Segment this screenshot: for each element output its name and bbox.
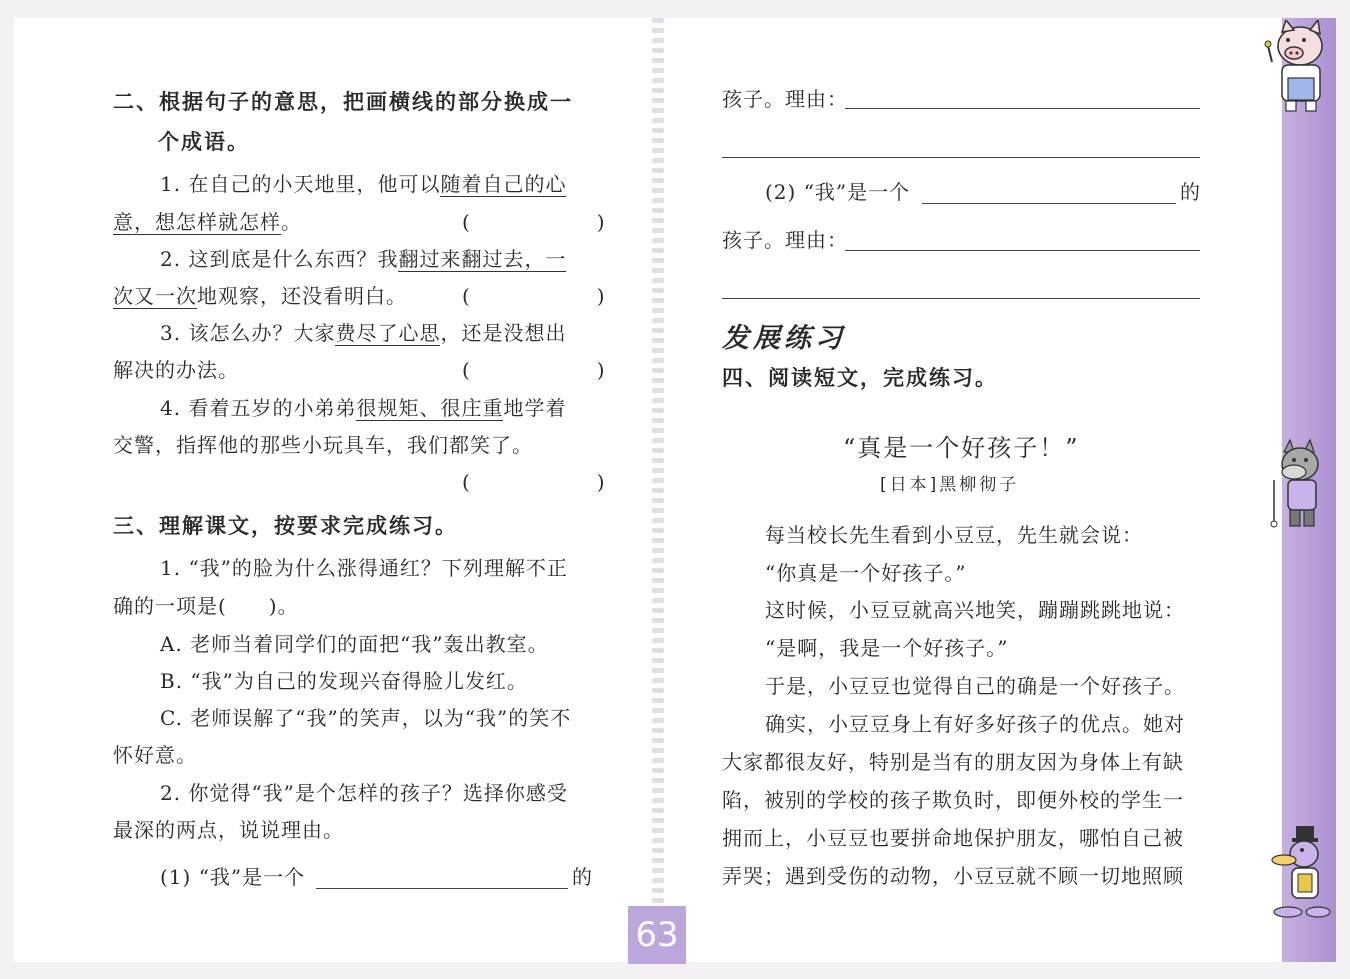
story-paragraph-6-line5: 弄哭；遇到受伤的动物，小豆豆就不顾一切地照顾 xyxy=(722,864,1184,888)
q2-title-line1: 二、根据句子的意思，把画横线的部分换成一 xyxy=(113,89,573,114)
q2-item2-line1: 2. 这到底是什么东西？我翻过来翻过去，一 xyxy=(160,247,567,271)
page-number-badge xyxy=(628,906,686,964)
reason2-answer-line-1[interactable] xyxy=(845,250,1200,251)
q2-title-line2: 个成语。 xyxy=(158,129,250,154)
blank2-prefix: (2) “我”是一个 xyxy=(765,180,911,204)
q3-option-c-line1[interactable]: C. 老师误解了“我”的笑声，以为“我”的笑不 xyxy=(160,706,572,730)
q2-item2-line2: 次又一次地观察，还没看明白。 xyxy=(113,284,407,308)
section-title: 发展练习 xyxy=(722,323,846,354)
story-paragraph-6-line4: 拥而上，小豆豆也要拼命地保护朋友，哪怕自己被 xyxy=(722,826,1184,850)
q2-item3-line2: 解决的办法。 xyxy=(113,358,239,382)
q2-item1-answer-box[interactable]: ( ) xyxy=(462,210,606,234)
story-author: [日本]黑柳彻子 xyxy=(880,475,1020,495)
q4-title: 四、阅读短文，完成练习。 xyxy=(722,365,998,390)
q3-option-b[interactable]: B. “我”为自己的发现兴奋得脸儿发红。 xyxy=(160,669,528,693)
page-fold xyxy=(652,18,664,962)
reason1-label: 孩子。理由： xyxy=(722,87,848,111)
blank1-answer-line[interactable] xyxy=(316,888,568,889)
q3-title: 三、理解课文，按要求完成练习。 xyxy=(113,513,458,538)
q3-sub2-line2: 最深的两点，说说理由。 xyxy=(113,818,344,842)
page-number: 63 xyxy=(635,915,679,955)
q3-sub2-line1: 2. 你觉得“我”是个怎样的孩子？选择你感受 xyxy=(160,781,568,805)
blank1-prefix: (1) “我”是一个 xyxy=(160,865,306,889)
reason1-answer-line-2[interactable] xyxy=(722,157,1200,158)
story-paragraph-6-line2: 大家都很友好，特别是当有的朋友因为身体上有缺 xyxy=(722,750,1184,774)
q2-item1-line1: 1. 在自己的小天地里，他可以随着自己的心 xyxy=(160,172,567,196)
q2-item1-line2: 意，想怎样就怎样。 xyxy=(113,210,302,234)
story-title: “真是一个好孩子！” xyxy=(843,434,1080,462)
story-paragraph-6-line1: 确实，小豆豆身上有好多好孩子的优点。她对 xyxy=(765,712,1185,736)
blank1-suffix: 的 xyxy=(572,865,593,889)
reason2-answer-line-2[interactable] xyxy=(722,298,1200,299)
q3-option-c-line2: 怀好意。 xyxy=(113,743,197,767)
blank2-suffix: 的 xyxy=(1180,180,1201,204)
duck-mascot-icon xyxy=(1262,824,1336,924)
story-paragraph-5: 于是，小豆豆也觉得自己的确是一个好孩子。 xyxy=(765,674,1185,698)
q3-sub1-line1: 1. “我”的脸为什么涨得通红？下列理解不正 xyxy=(160,556,568,580)
q2-item4-line1: 4. 看着五岁的小弟弟很规矩、很庄重地学着 xyxy=(160,396,567,420)
story-paragraph-1: 每当校长先生看到小豆豆，先生就会说： xyxy=(765,523,1143,547)
pig-mascot-icon xyxy=(1258,20,1338,120)
q2-item4-answer-box[interactable]: ( ) xyxy=(462,470,606,494)
q2-item2-answer-box[interactable]: ( ) xyxy=(462,284,606,308)
q3-sub1-line2: 确的一项是( )。 xyxy=(113,594,299,618)
reason1-answer-line-1[interactable] xyxy=(845,108,1200,109)
wolf-mascot-icon xyxy=(1262,436,1334,536)
blank2-answer-line[interactable] xyxy=(922,203,1176,204)
story-paragraph-2: “你真是一个好孩子。” xyxy=(765,561,967,585)
story-paragraph-3: 这时候，小豆豆就高兴地笑，蹦蹦跳跳地说： xyxy=(765,598,1185,622)
story-paragraph-6-line3: 陷，被别的学校的孩子欺负时，即便外校的学生一 xyxy=(722,788,1184,812)
q2-item4-line2: 交警，指挥他的那些小玩具车，我们都笑了。 xyxy=(113,433,533,457)
q2-item3-answer-box[interactable]: ( ) xyxy=(462,358,606,382)
reason2-label: 孩子。理由： xyxy=(722,228,848,252)
story-paragraph-4: “是啊，我是一个好孩子。” xyxy=(765,636,1009,660)
q2-item3-line1: 3. 该怎么办？大家费尽了心思，还是没想出 xyxy=(160,321,567,345)
q3-option-a[interactable]: A. 老师当着同学们的面把“我”轰出教室。 xyxy=(160,632,549,656)
